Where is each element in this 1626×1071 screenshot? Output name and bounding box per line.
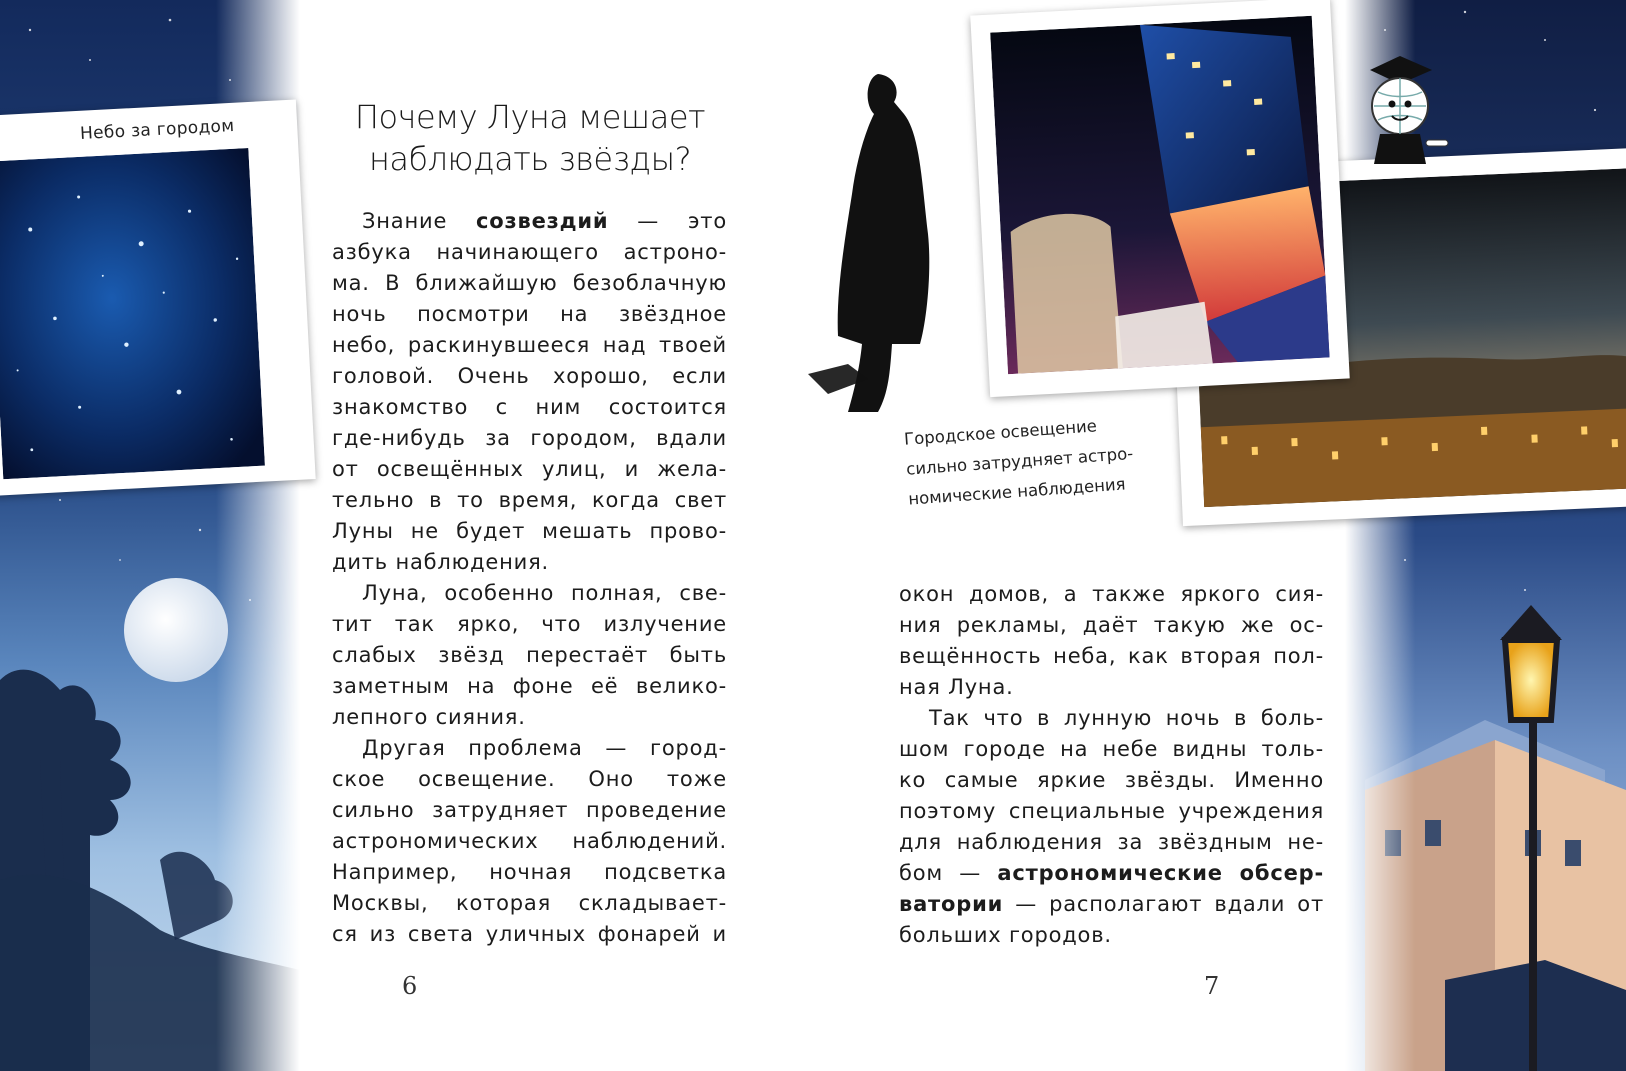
- city-caption-line: номические наблюдения: [907, 474, 1127, 509]
- text-run: бом —: [899, 861, 998, 885]
- left-text-column: [332, 206, 727, 950]
- text-line: Луны не будет мешать прово-: [332, 519, 727, 543]
- text-line: тельно в то время, когда свет: [332, 488, 727, 512]
- term-observatories: астрономические обсер-: [997, 861, 1324, 885]
- text-line: больших городов.: [899, 923, 1112, 947]
- text-line: Москвы, которая складывает-: [332, 891, 727, 915]
- text-line: дить наблюдения.: [332, 550, 550, 574]
- text-line: от освещённых улиц, и жела-: [332, 457, 727, 481]
- mascot-icon: [1340, 48, 1460, 168]
- text-line: тит так ярко, что излучение: [332, 612, 727, 636]
- page-number-right: 7: [1204, 972, 1220, 1000]
- text-line: ночь посмотри на звёздное: [332, 302, 727, 326]
- text-line: астрономических наблюдений.: [332, 829, 727, 853]
- text-line: ко самые яркие звёзды. Именно: [899, 768, 1324, 792]
- right-text-column: [899, 579, 1324, 951]
- city-photo-caption: [903, 407, 1159, 514]
- text-line: ское освещение. Оно тоже: [332, 767, 727, 791]
- text-line: сильно затрудняет проведение: [332, 798, 727, 822]
- night-buildings-photo: [970, 0, 1349, 397]
- text-line: ма. В ближайшую безоблачную: [332, 271, 727, 295]
- term-observatories: ватории: [899, 892, 1004, 916]
- text-line: поэтому специальные учреждения: [899, 799, 1324, 823]
- title-line-1: Почему Луна мешает: [354, 98, 706, 136]
- text-line: для наблюдения за звёздным не-: [899, 830, 1324, 854]
- text-line: [899, 889, 1324, 920]
- text-line: [332, 206, 727, 237]
- text-line: где-нибудь за городом, вдали: [332, 426, 727, 450]
- page-number-left: 6: [402, 972, 418, 1000]
- text-line: знакомство с ним состоится: [332, 395, 727, 419]
- text-run: Знание: [362, 209, 477, 233]
- text-line: ся из света уличных фонарей и: [332, 922, 727, 946]
- sky-photo-caption: Небо за городом: [79, 115, 235, 145]
- text-line: вещённость неба, как вторая пол-: [899, 644, 1324, 668]
- text-line: лепного сияния.: [332, 705, 526, 729]
- term-constellations: созвездий: [476, 209, 609, 233]
- page-title: [330, 96, 730, 180]
- text-line: небо, раскинувшееся над твоей: [332, 333, 727, 357]
- text-line: шом городе на небе видны толь-: [899, 737, 1324, 761]
- text-line: Другая проблема — город-: [362, 736, 727, 760]
- text-line: заметным на фоне её велико-: [332, 674, 727, 698]
- text-line: азбука начинающего астроно-: [332, 240, 727, 264]
- text-run: — это: [608, 209, 727, 233]
- person-silhouette-icon: [808, 74, 958, 412]
- text-run: — располагают вдали от: [1003, 892, 1324, 916]
- starry-sky-photo: [0, 99, 316, 496]
- text-line: Например, ночная подсветка: [332, 860, 727, 884]
- title-line-2: наблюдать звёзды?: [368, 140, 692, 178]
- text-line: окон домов, а также яркого сия-: [899, 582, 1324, 606]
- text-line: слабых звёзд перестаёт быть: [332, 643, 727, 667]
- text-line: [899, 858, 1324, 889]
- text-line: головой. Очень хорошо, если: [332, 364, 727, 388]
- text-line: ния рекламы, даёт такую же ос-: [899, 613, 1324, 637]
- city-caption-line: Городское освещение: [903, 416, 1098, 449]
- text-line: ная Луна.: [899, 675, 1014, 699]
- text-line: Луна, особенно полная, све-: [362, 581, 727, 605]
- city-caption-line: сильно затрудняет астро-: [905, 443, 1134, 479]
- text-line: Так что в лунную ночь в боль-: [929, 706, 1324, 730]
